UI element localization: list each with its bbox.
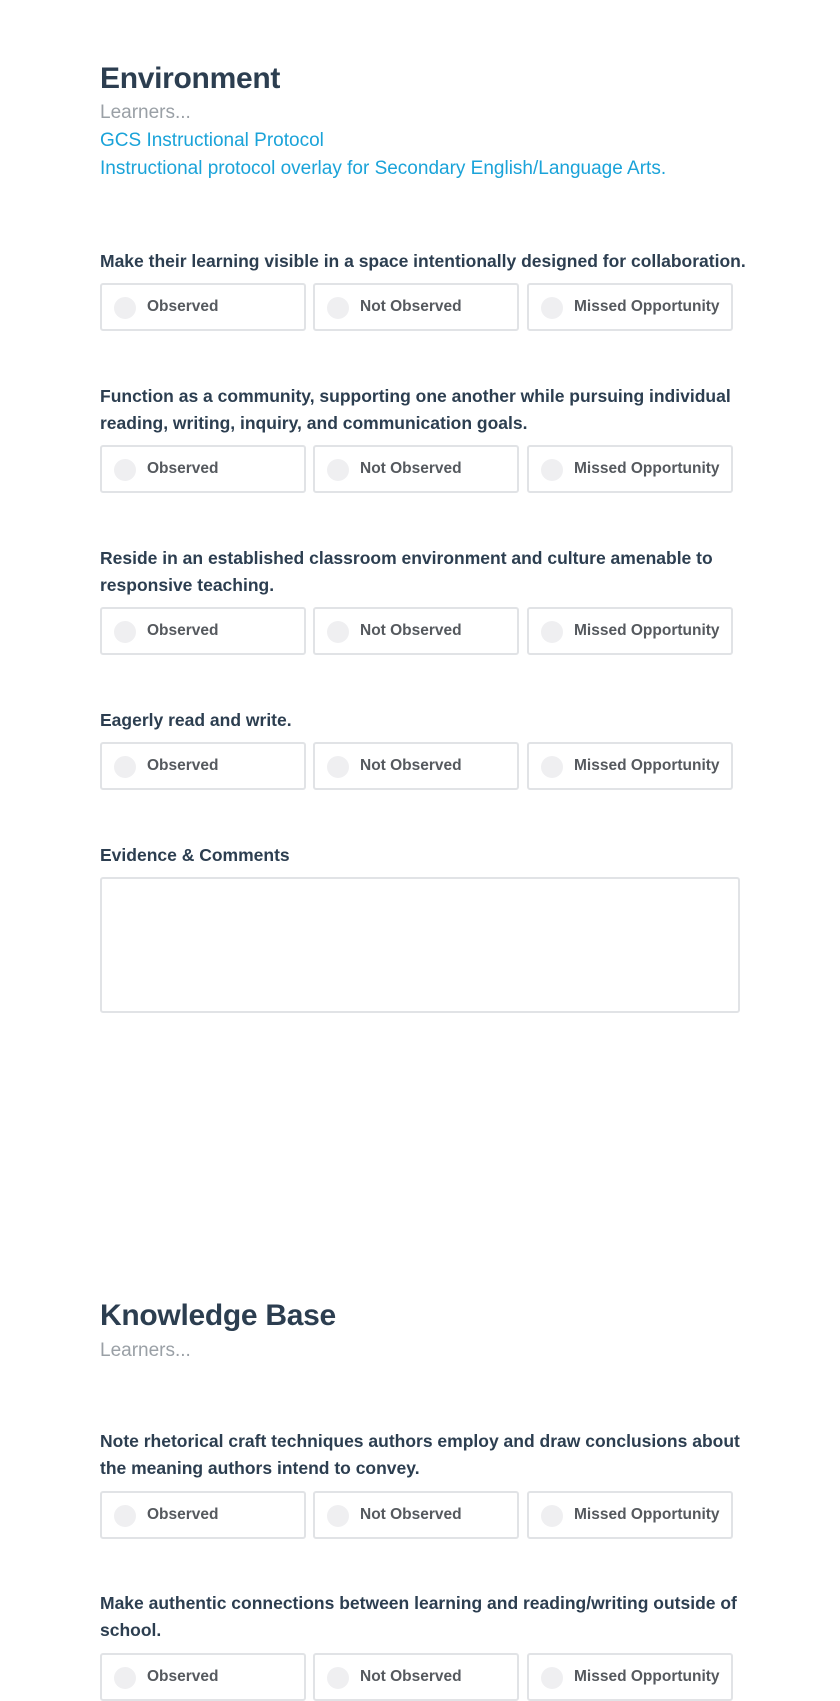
question-text: Make their learning visible in a space intentionally designed for collaboration. (100, 251, 746, 271)
option-not-observed[interactable] (313, 1491, 519, 1539)
option-label: Not Observed (360, 298, 462, 315)
option-label: Not Observed (360, 1506, 462, 1523)
option-label: Missed Opportunity (574, 298, 720, 315)
option-label: Observed (147, 622, 219, 639)
radio-circle[interactable] (327, 297, 349, 319)
section-title-knowledge-base: Knowledge Base (100, 1299, 336, 1332)
radio-circle[interactable] (327, 459, 349, 481)
section-subtitle: Learners... (100, 102, 191, 123)
radio-circle[interactable] (541, 621, 563, 643)
radio-circle[interactable] (327, 1505, 349, 1527)
option-label: Not Observed (360, 460, 462, 477)
option-not-observed[interactable] (313, 742, 519, 790)
radio-circle[interactable] (114, 621, 136, 643)
option-label: Not Observed (360, 757, 462, 774)
option-missed-opportunity[interactable] (527, 1491, 733, 1539)
radio-circle[interactable] (114, 297, 136, 319)
option-label: Missed Opportunity (574, 1506, 720, 1523)
option-label: Observed (147, 1506, 219, 1523)
option-observed[interactable] (100, 607, 306, 655)
option-label: Missed Opportunity (574, 622, 720, 639)
option-missed-opportunity[interactable] (527, 283, 733, 331)
radio-circle[interactable] (114, 756, 136, 778)
radio-circle[interactable] (327, 621, 349, 643)
option-label: Observed (147, 757, 219, 774)
protocol-link[interactable]: GCS Instructional Protocol (100, 130, 324, 151)
radio-circle[interactable] (114, 1667, 136, 1689)
option-missed-opportunity[interactable] (527, 742, 733, 790)
option-label: Not Observed (360, 622, 462, 639)
question-text: Eagerly read and write. (100, 710, 292, 730)
option-not-observed[interactable] (313, 283, 519, 331)
option-label: Observed (147, 298, 219, 315)
question-text: Note rhetorical craft techniques authors employ and draw conclusions about the meaning authors intend to convey. (100, 1431, 740, 1478)
comments-label: Evidence & Comments (100, 845, 290, 865)
option-not-observed[interactable] (313, 1653, 519, 1701)
radio-circle[interactable] (541, 297, 563, 319)
option-missed-opportunity[interactable] (527, 607, 733, 655)
question-text: Function as a community, supporting one another while pursuing individual reading, writing, inquiry, and communication goals. (100, 386, 731, 433)
option-observed[interactable] (100, 445, 306, 493)
radio-circle[interactable] (327, 756, 349, 778)
question-text: Make authentic connections between learning and reading/writing outside of school. (100, 1593, 737, 1640)
option-not-observed[interactable] (313, 607, 519, 655)
question-text: Reside in an established classroom environment and culture amenable to responsive teaching. (100, 548, 713, 595)
option-label: Not Observed (360, 1668, 462, 1685)
radio-circle[interactable] (114, 1505, 136, 1527)
option-label: Missed Opportunity (574, 460, 720, 477)
radio-circle[interactable] (114, 459, 136, 481)
option-observed[interactable] (100, 1491, 306, 1539)
option-label: Missed Opportunity (574, 757, 720, 774)
radio-circle[interactable] (541, 459, 563, 481)
option-missed-opportunity[interactable] (527, 445, 733, 493)
option-missed-opportunity[interactable] (527, 1653, 733, 1701)
radio-circle[interactable] (327, 1667, 349, 1689)
radio-circle[interactable] (541, 1667, 563, 1689)
protocol-overlay-link[interactable]: Instructional protocol overlay for Secondary English/Language Arts. (100, 158, 667, 179)
section-subtitle: Learners... (100, 1340, 191, 1361)
option-label: Observed (147, 460, 219, 477)
option-label: Missed Opportunity (574, 1668, 720, 1685)
radio-circle[interactable] (541, 756, 563, 778)
option-observed[interactable] (100, 1653, 306, 1701)
radio-circle[interactable] (541, 1505, 563, 1527)
option-observed[interactable] (100, 283, 306, 331)
comments-textarea[interactable] (100, 877, 740, 1013)
option-not-observed[interactable] (313, 445, 519, 493)
option-label: Observed (147, 1668, 219, 1685)
option-observed[interactable] (100, 742, 306, 790)
section-title-environment: Environment (100, 62, 281, 95)
